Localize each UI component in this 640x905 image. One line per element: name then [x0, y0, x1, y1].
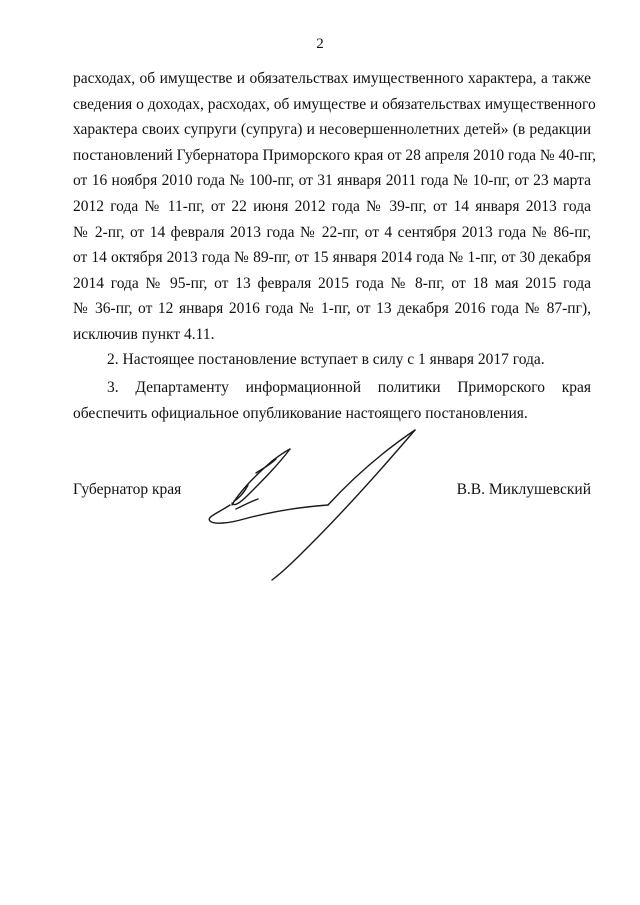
paragraph-2: [73, 347, 591, 373]
paragraph-1-line: № 36-пг, от 12 января 2016 года № 1-пг, от 13 декабря 2016 года № 87-пг),: [73, 300, 591, 318]
paragraph-1-line: 2012 года № 11-пг, от 22 июня 2012 года № 39-пг, от 14 января 2013 года: [73, 197, 591, 215]
paragraph-1: [73, 66, 596, 348]
signatory-position: Губернатор края: [73, 481, 182, 498]
paragraph-3-line: 3. Департаменту информационной политики Приморского края: [107, 379, 591, 396]
paragraph-1-line: характера своих супруги (супруга) и несовершеннолетних детей» (в редакции: [73, 121, 591, 139]
paragraph-1-line: № 2-пг, от 14 февраля 2013 года № 22-пг, от 4 сентября 2013 года № 86-пг,: [73, 223, 591, 241]
paragraph-3-line: обеспечить официальное опубликование настоящего постановления.: [73, 404, 528, 422]
paragraph-1-line: от 16 ноября 2010 года № 100-пг, от 31 января 2011 года № 10-пг, от 23 марта: [73, 172, 591, 190]
paragraph-1-line: от 14 октября 2013 года № 89-пг, от 15 января 2014 года № 1-пг, от 30 декабря: [73, 249, 591, 267]
page-number: 2: [316, 36, 324, 52]
paragraph-2-line: 2. Настоящее постановление вступает в силу с 1 января 2017 года.: [107, 351, 545, 368]
paragraph-1-line: исключив пункт 4.11.: [73, 325, 215, 343]
paragraph-1-line: расходах, об имуществе и обязательствах имущественного характера, а также: [73, 70, 591, 87]
signatory-name: В.В. Миклушевский: [456, 481, 591, 498]
paragraph-1-line: 2014 года № 95-пг, от 13 февраля 2015 года № 8-пг, от 18 мая 2015 года: [73, 274, 591, 292]
handwritten-signature: [200, 425, 430, 585]
paragraph-1-line: сведения о доходах, расходах, об имуществе и обязательствах имущественного: [73, 95, 596, 113]
paragraph-1-line: постановлений Губернатора Приморского края от 28 апреля 2010 года № 40-пг,: [73, 146, 596, 164]
paragraph-3: [73, 375, 591, 426]
